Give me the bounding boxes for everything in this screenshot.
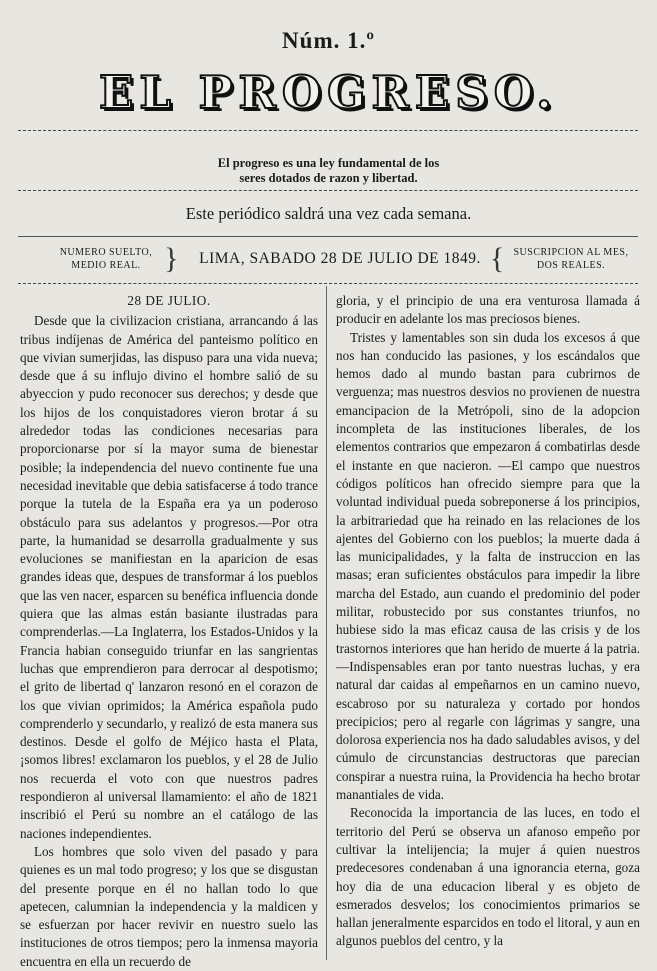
article-paragraph: gloria, y el principio de una era venturosa llamada á producir en adelante los mas preciosos bienes. [336,293,640,327]
dateline [18,244,638,278]
dateline-bottom-rule [18,283,638,284]
subscription-price [506,246,636,272]
single-issue-price-line-2: MEDIO REAL. [71,260,141,271]
column-divider [326,286,327,960]
article-paragraph: Tristes y lamentables son sin duda los excesos á que nos han conducido las pasiones, y los escándalos que hemos dado al mundo bastan para cubrirnos de verguenza; mas nuestros desvios no provienen de nuestra emancipacion de la Metrópoli, sino de la adopcion incompleta de las instituciones liberales, de los elementos contrarios que empezaron á combatirlas desde el instante en que nacieron. —El campo que nuestros códigos políticos han ofrecido siempre para que la voluntad individual pueda sobreponerse á los principios, la arbitrariedad que ha reinado en las relaciones de los ajentes del Gobierno con los pueblos; la muerte dada á las municipalidades, y la falta de instruccion en las masas; eran suficientes obstáculos para impedir la libre marcha del Estado, aun cuando el predominio del poder militar, robustecido por sus constantes triunfos, no hubiese sido la mas eficaz causa de las crisis y de los trastornos interiores que han herido de muerte á la patria.—Indispensables eran por tanto nuestras luchas, y era natural dar caidas al empeñarnos en un camino nuevo, escabroso por su naturaleza y cortado por hondos precipicios; pero al regarle con lágrimas y sangre, una dolorosa experiencia nos ha dado saludables avisos, y del cúmulo de circunstancias destructoras que parecian conspirar a nuestra ruina, la Providencia ha hecho brotar manantiales de vida. [336,329,640,803]
weekly-notice: Este periódico saldrá una vez cada semana. [185,204,472,223]
issue-number: Núm. 1.º [282,28,375,53]
dateline-top-rule [18,236,638,237]
right-brace: { [490,242,505,275]
date-location: LIMA, SABADO 28 DE JULIO DE 1849. [199,250,481,267]
single-issue-price [36,242,179,275]
article-column-left [20,292,318,971]
article-paragraph: Desde que la civilizacion cristiana, arrancando á las tribus indíjenas de América del panteismo político en que vivian sumerjidas, las dispuso para una vida nueva; desde que á su influjo divino el hombre salió de su abyeccion y pudo reconocer sus derechos; y desde que los hijos de los conquistadores vieron brotar á su alrededor todas las condiciones necesarias para proporcionarse por sí la mayor suma de bienestar posible; la independencia del nuevo continente fue una necesidad inevitable que debia satisfacerse á todo trance porque la tutela de la España era ya un poderoso obstáculo para sus adelantos y progresos.—Por otra parte, la humanidad se desarrolla gradualmente y sus evoluciones se manifiestan en la aparicion de esas grandes ideas que, despues de transformar á los pueblos que las ven nacer, esparcen su benéfica influencia donde quiera que las almas están basiante ilustradas para comprenderlas.—La Inglaterra, los Estados-Unidos y la Francia habian conseguido triunfar en las sangrientas luchas que emprendieron para derrocar al despotismo; el grito de libertad q' lanzaron resonó en el corazon de los que vivian oprimidos; la América española pudo comprenderlo y secundarlo, y realizó de esta manera sus destinos. Desde el golfo de Méjico hasta el Plata, ¡somos libres! exclamaron los pueblos, y el 28 de Julio nos recuerda el voto con que nuestros padres respondieron al universal llamamiento: el año de 1821 inscribió el Perú su nombre an el catálogo de las naciones independientes. [20,313,318,841]
left-brace: } [164,242,179,275]
masthead-title: EL PROGRESO. [99,66,558,119]
single-issue-price-line-1: NUMERO SUELTO, [59,247,153,258]
article-column-right [336,292,640,951]
motto-line-1: El progreso es una ley fundamental de los [217,156,440,170]
masthead-rule [18,130,638,131]
subscription-price-line-2: DOS REALES. [536,260,606,271]
motto [0,156,657,186]
article-heading: 28 DE JULIO. [127,293,211,308]
motto-line-2: seres dotados de razon y libertad. [239,171,418,185]
motto-rule [18,190,638,191]
article-paragraph: Los hombres que solo viven del pasado y para quienes es un mal todo progreso; y los que se disgustan del presente porque en él no hallan todo lo que apetecen, calumnian la independencia y la maldicen y se esfuerzan por hacer revivir en nuestro suelo las instituciones de otros tiempos; pero la inmensa mayoria encuentra en ella un recuerdo de [20,843,318,969]
article-paragraph: Reconocida la importancia de las luces, en todo el territorio del Perú se observa un afanoso empeño por cultivar la intelijencia; la mujer á quien nuestros predecesores condenaban á una ignorancia eterna, goza hoy dia de una educacion liberal y es objeto de esmerados desvelos; los conocimientos primarios se hallan jeneralmente esparcidos en todo el litoral, y aun en algunos pueblos del centro, y la [336,805,640,949]
subscription-price-line-1: SUSCRIPCION AL MES, [513,247,629,258]
